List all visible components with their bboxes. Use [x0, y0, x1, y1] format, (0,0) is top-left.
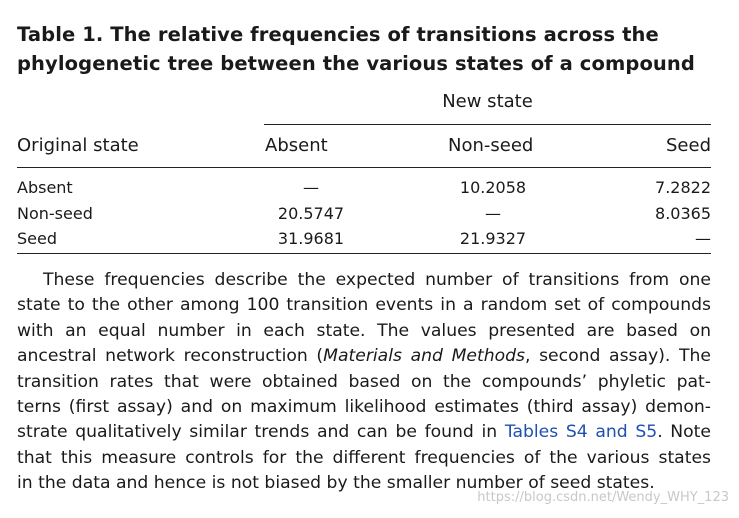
table-title-line-2: phylogenetic tree between the various states of a compound	[17, 52, 695, 75]
row-label: Absent	[17, 178, 73, 197]
cell-absent-seed: 7.2822	[655, 178, 711, 197]
table-body	[17, 175, 711, 252]
cell-non-seed-non-seed: —	[485, 203, 501, 223]
footnote-line: These frequencies describe the expected number of transitions from one	[43, 270, 711, 290]
footnote-line	[17, 420, 711, 445]
table-row-non-seed	[17, 201, 711, 227]
header-original-state: Original state	[17, 135, 139, 156]
footnote-text: , second assay). The	[524, 346, 711, 367]
cell-non-seed-absent: 20.5747	[277, 203, 345, 223]
footnote-line: state to the other among 100 transition events in a random set of compounds	[17, 295, 711, 316]
row-label: Non-seed	[17, 203, 93, 223]
cell-seed-seed: —	[695, 229, 711, 248]
column-spanner-new-state: New state	[442, 91, 533, 112]
cell-seed-absent: 31.9681	[277, 229, 345, 248]
footnote-text: ancestral network reconstruction (	[17, 346, 324, 367]
table-footnote	[17, 268, 711, 497]
table-row-seed	[17, 226, 711, 252]
cell-seed-non-seed: 21.9327	[459, 229, 527, 248]
header-absent: Absent	[265, 135, 328, 156]
footnote-line: transition rates that were obtained based on the compounds’ phyletic pat-	[17, 371, 711, 392]
header-seed: Seed	[666, 135, 711, 156]
header-non-seed: Non-seed	[448, 135, 534, 156]
footnote-line: terns (first assay) and on maximum likelihood estimates (third assay) demon-	[17, 397, 711, 418]
table-title-line-1: Table 1. The relative frequencies of transitions across the	[17, 23, 659, 46]
spanner-rule	[264, 124, 711, 125]
footnote-text: . Note	[657, 422, 711, 443]
table-bottom-rule	[17, 253, 711, 254]
footnote-italic-reference: Materials and Methods	[323, 346, 525, 367]
header-rule	[17, 167, 711, 168]
table-row-absent	[17, 175, 711, 201]
watermark-url: https://blog.csdn.net/Wendy_WHY_123	[477, 490, 729, 505]
table-title	[17, 20, 717, 78]
footnote-line	[17, 344, 711, 369]
footnote-line: that this measure controls for the different frequencies of the various states	[17, 447, 711, 468]
footnote-line: in the data and hence is not biased by the smaller number of seed states.	[17, 473, 655, 494]
cell-absent-non-seed: 10.2058	[459, 178, 527, 197]
footnote-text: strate qualitatively similar trends and can be found in	[17, 422, 505, 443]
cell-absent-absent: —	[303, 178, 319, 197]
table-header-row	[17, 132, 711, 160]
row-label: Seed	[17, 229, 57, 248]
tables-s4-s5-link[interactable]: Tables S4 and S5	[504, 422, 658, 443]
cell-non-seed-seed: 8.0365	[655, 203, 711, 223]
footnote-line: with an equal number in each state. The values presented are based on	[17, 320, 711, 341]
